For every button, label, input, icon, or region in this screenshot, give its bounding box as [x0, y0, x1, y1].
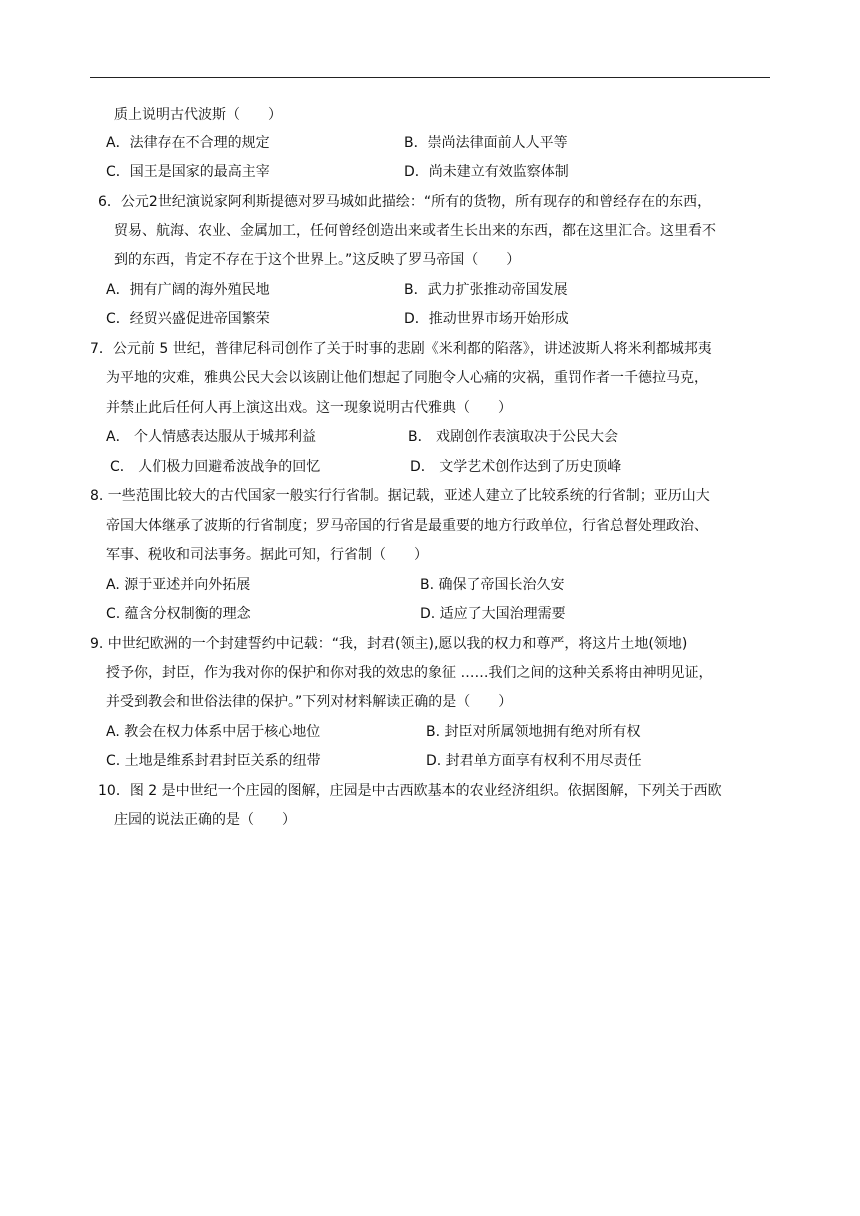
q5-option-c: C．国王是国家的最高主宰	[106, 164, 270, 180]
q9-option-a: A. 教会在权力体系中居于核心地位	[106, 724, 321, 740]
q9-stem-line-1: 9. 中世纪欧洲的一个封建誓约中记载：“我，封君(领主),愿以我的权力和尊严，将这片土地(领地)	[90, 636, 688, 652]
q8-stem-line-1: 8. 一些范围比较大的古代国家一般实行行省制。据记载，亚述人建立了比较系统的行省制；亚历山大	[90, 488, 710, 504]
q8-option-c: C. 蕴含分权制衡的理念	[106, 606, 251, 622]
q9-option-b: B. 封臣对所属领地拥有绝对所有权	[426, 724, 641, 740]
q6-option-a: A．拥有广阔的海外殖民地	[106, 282, 270, 298]
q6-stem-line-3: 到的东西，肯定不存在于这个世界上。”这反映了罗马帝国（ ）	[114, 252, 521, 268]
q7-stem-line-2: 为平地的灾难，雅典公民大会以该剧让他们想起了同胞令人心痛的灾祸，重罚作者一千德拉马克，	[106, 370, 708, 386]
q7-stem-line-1: 7．公元前 5 世纪，普律尼科司创作了关于时事的悲剧《米利都的陷落》，讲述波斯人将米利都城邦夷	[90, 341, 712, 357]
q6-stem-line-1: 6．公元2世纪演说家阿利斯提德对罗马城如此描绘：“所有的货物，所有现存的和曾经存在的东西，	[98, 194, 712, 210]
q7-option-d: D． 文学艺术创作达到了历史顶峰	[410, 459, 622, 475]
q5-option-d: D．尚未建立有效监察体制	[404, 164, 569, 180]
header-rule	[90, 77, 770, 78]
q10-stem-line-1: 10．图 2 是中世纪一个庄园的图解，庄园是中古西欧基本的农业经济组织。依据图解，下列关于西欧	[98, 783, 722, 799]
q9-stem-line-3: 并受到教会和世俗法律的保护。”下列对材料解读正确的是（ ）	[106, 694, 513, 710]
q8-option-a: A. 源于亚述并向外拓展	[106, 577, 251, 593]
q6-option-c: C．经贸兴盛促进帝国繁荣	[106, 311, 270, 327]
q9-option-c: C. 土地是维系封君封臣关系的纽带	[106, 753, 321, 769]
q7-option-a: A． 个人情感表达服从于城邦利益	[106, 429, 317, 445]
q6-stem-line-2: 贸易、航海、农业、金属加工，任何曾经创造出来或者生长出来的东西，都在这里汇合。这里看不	[114, 223, 716, 239]
q8-stem-line-3: 军事、税收和司法事务。据此可知，行省制（ ）	[106, 547, 428, 563]
q8-option-b: B. 确保了帝国长治久安	[420, 577, 565, 593]
q5-option-b: B．崇尚法律面前人人平等	[404, 135, 568, 151]
q9-stem-line-2: 授予你，封臣，作为我对你的保护和你对我的效忠的象征 ……我们之间的这种关系将由神明见证，	[106, 665, 713, 681]
q10-stem-line-2: 庄园的说法正确的是（ ）	[114, 812, 296, 828]
q8-stem-line-2: 帝国大体继承了波斯的行省制度；罗马帝国的行省是最重要的地方行政单位，行省总督处理政治、	[106, 518, 708, 534]
q9-option-d: D. 封君单方面享有权利不用尽责任	[426, 753, 642, 769]
q5-option-a: A．法律存在不合理的规定	[106, 135, 270, 151]
q7-option-c: C． 人们极力回避希波战争的回忆	[110, 459, 321, 475]
q5-stem-line-end: 质上说明古代波斯（ ）	[114, 107, 282, 123]
q7-option-b: B． 戏剧创作表演取决于公民大会	[408, 429, 619, 445]
q6-option-d: D．推动世界市场开始形成	[404, 311, 569, 327]
q6-option-b: B．武力扩张推动帝国发展	[404, 282, 568, 298]
q8-option-d: D. 适应了大国治理需要	[420, 606, 566, 622]
q7-stem-line-3: 并禁止此后任何人再上演这出戏。这一现象说明古代雅典（ ）	[106, 400, 512, 416]
